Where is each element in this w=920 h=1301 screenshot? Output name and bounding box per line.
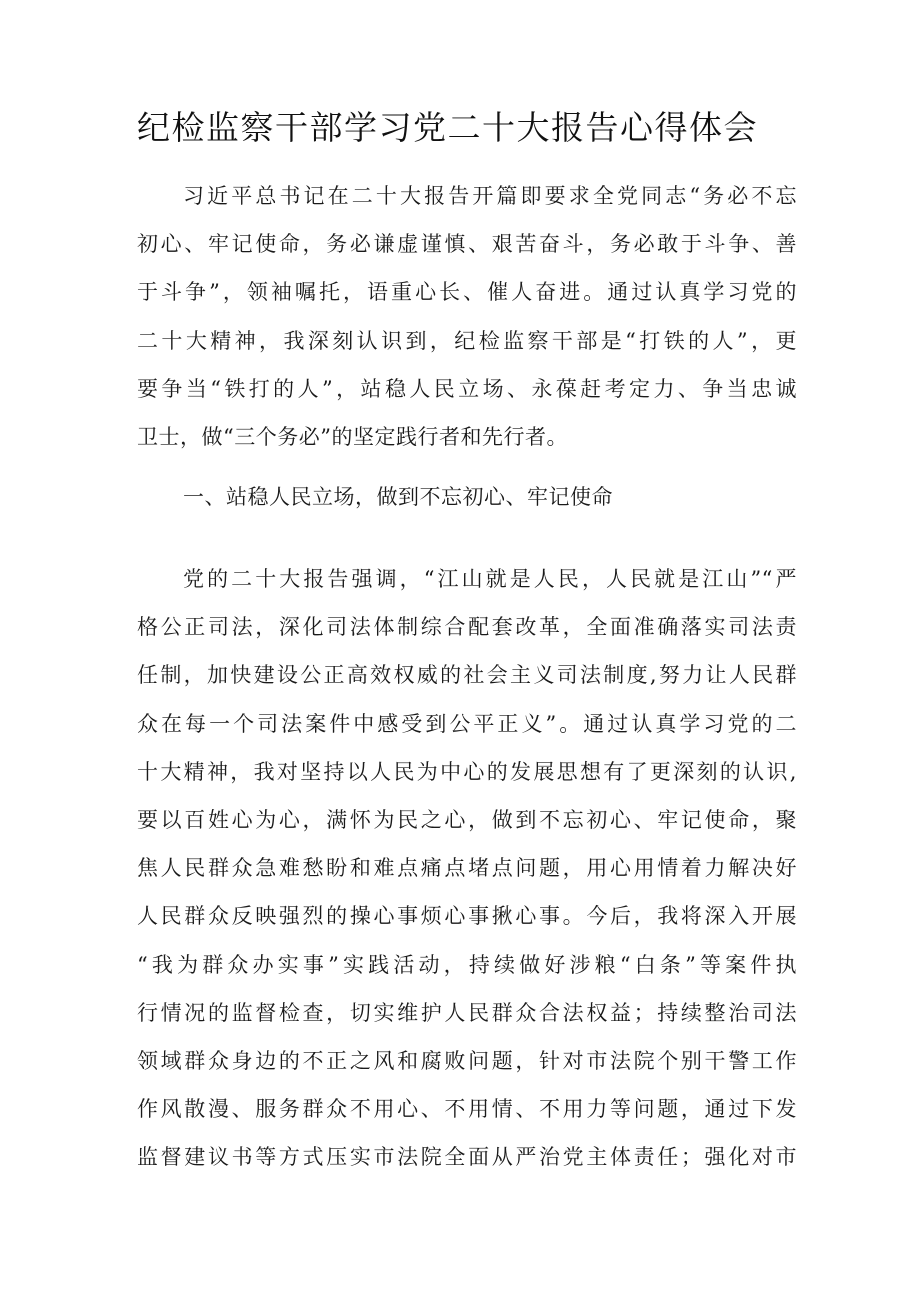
text-line: 于斗争”，领袖嘱托，语重心长、催人奋进。通过认真学习党的 (137, 280, 797, 305)
text-line: 众在每一个司法案件中感受到公平正义”。通过认真学习党的二 (137, 711, 797, 736)
intro-paragraph (137, 172, 797, 461)
text-line: 格公正司法，深化司法体制综合配套改革，全面准确落实司法责 (137, 615, 797, 640)
text-line: 作风散漫、服务群众不用心、不用情、不用力等问题，通过下发 (137, 1097, 797, 1122)
text-line: 人民群众反映强烈的操心事烦心事揪心事。今后，我将深入开展 (137, 904, 797, 929)
text-line: 监督建议书等方式压实市法院全面从严治党主体责任；强化对市 (137, 1145, 797, 1170)
text-line: 焦人民群众急难愁盼和难点痛点堵点问题，用心用情着力解决好 (137, 856, 797, 881)
text-line: 党的二十大报告强调，“江山就是人民，人民就是江山”“严 (183, 567, 797, 591)
text-line: 习近平总书记在二十大报告开篇即要求全党同志“务必不忘 (183, 184, 797, 208)
text-line: 十大精神，我对坚持以人民为中心的发展思想有了更深刻的认识, (137, 759, 797, 784)
text-line: 任制，加快建设公正高效权威的社会主义司法制度,努力让人民群 (137, 663, 797, 688)
text-line: 卫士，做“三个务必”的坚定践行者和先行者。 (137, 424, 568, 449)
text-line: 要以百姓心为心，满怀为民之心，做到不忘初心、牢记使命，聚 (137, 807, 797, 832)
text-line: 要争当“铁打的人”，站稳人民立场、永葆赶考定力、争当忠诚 (137, 376, 797, 401)
text-line: 行情况的监督检查，切实维护人民群众合法权益；持续整治司法 (137, 1000, 797, 1025)
document-title: 纪检监察干部学习党二十大报告心得体会 (137, 108, 758, 147)
text-line: 领域群众身边的不正之风和腐败问题，针对市法院个别干警工作 (137, 1048, 797, 1073)
section-heading: 一、站稳人民立场，做到不忘初心、牢记使命 (183, 485, 613, 509)
body-paragraph (137, 555, 797, 1181)
text-line: 初心、牢记使命，务必谦虚谨慎、艰苦奋斗，务必敢于斗争、善 (137, 232, 797, 257)
text-line: “我为群众办实事”实践活动，持续做好涉粮“白条”等案件执 (137, 952, 797, 977)
text-line: 二十大精神，我深刻认识到，纪检监察干部是“打铁的人”，更 (137, 328, 797, 353)
